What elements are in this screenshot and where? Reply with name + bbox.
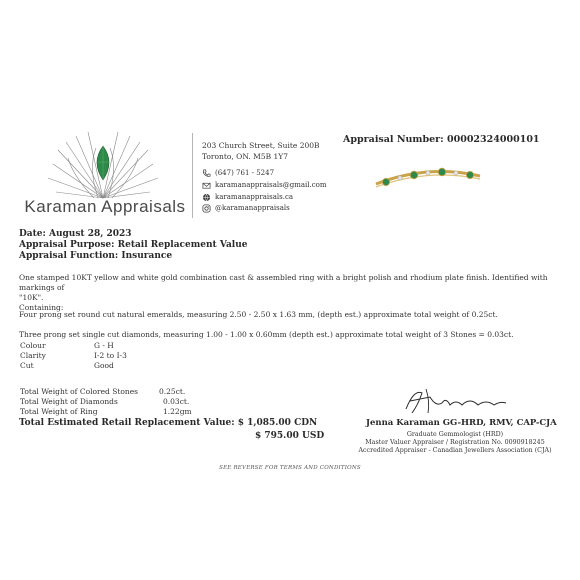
phone-icon — [202, 169, 211, 178]
appraiser-signature — [400, 383, 508, 417]
emerald-description: Four prong set round cut natural emeralds, measuring 2.50 - 2.50 x 1.63 mm, (depth est.) approximate total weight of 0.25ct. — [19, 310, 498, 319]
colored-stones-weight-label: Total Weight of Colored Stones — [20, 387, 139, 396]
address-line-2: Toronto, ON. M5B 1Y7 — [202, 152, 289, 161]
clarity-value: I-2 to I-3 — [94, 351, 127, 360]
diamonds-weight-value: 0.03ct. — [163, 397, 190, 406]
contact-phone-row — [202, 168, 274, 178]
phone-text: (647) 761 - 5247 — [215, 169, 275, 177]
appraisal-function: Appraisal Function: Insurance — [19, 251, 173, 261]
ring-weight-label: Total Weight of Ring — [20, 407, 98, 416]
description-paragraph — [19, 273, 567, 313]
brand-name: Karaman Appraisals — [24, 197, 186, 216]
description-line-1: One stamped 10KT yellow and white gold combination cast & assembled ring with a bright polish and rhodium plate finish. Identified with markings of — [19, 273, 548, 292]
description-line-2: "10K". — [19, 293, 44, 302]
header-divider — [192, 133, 193, 218]
containing-label: Containing: — [19, 303, 64, 312]
appraisal-date: Date: August 28, 2023 — [19, 229, 132, 239]
email-icon — [202, 181, 211, 190]
total-value-usd: $ 795.00 USD — [255, 431, 325, 441]
contact-instagram-row — [202, 203, 290, 213]
instagram-handle[interactable]: @karamanappraisals — [215, 204, 290, 212]
email-text[interactable]: karamanappraisals@gmail.com — [215, 181, 327, 189]
diamonds-weight-label: Total Weight of Diamonds — [20, 397, 118, 406]
instagram-icon — [202, 204, 211, 213]
colored-stones-weight-value: 0.25ct. — [159, 387, 186, 396]
cut-label: Cut — [20, 361, 34, 370]
appraisal-number: Appraisal Number: 00002324000101 — [343, 134, 540, 145]
cut-value: Good — [94, 361, 114, 370]
website-link[interactable]: karamanappraisals.ca — [215, 193, 294, 201]
globe-icon — [202, 193, 211, 202]
diamond-description: Three prong set single cut diamonds, measuring 1.00 - 1.00 x 0.60mm (depth est.) approximate total weight of 3 Stones = 0.03ct. — [19, 330, 514, 339]
appraiser-credential-3: Accredited Appraiser - Canadian Jewellers Association (CJA) — [358, 447, 552, 454]
appraiser-credential-2: Master Valuer Appraiser / Registration No. 0090918245 — [365, 439, 545, 446]
address-block — [202, 140, 320, 162]
total-value-cdn: Total Estimated Retail Replacement Value: $ 1,085.00 CDN — [19, 418, 318, 428]
ring-photo — [372, 160, 484, 196]
ring-weight-value: 1.22gm — [163, 407, 192, 416]
contact-email-row — [202, 180, 327, 190]
terms-note[interactable]: SEE REVERSE FOR TERMS AND CONDITIONS — [219, 465, 361, 471]
colour-label: Colour — [20, 341, 46, 350]
clarity-label: Clarity — [20, 351, 46, 360]
colour-value: G - H — [94, 341, 114, 350]
appraiser-credential-1: Graduate Gemmologist (HRD) — [406, 431, 504, 438]
address-line-1: 203 Church Street, Suite 200B — [202, 141, 320, 150]
appraisal-purpose: Appraisal Purpose: Retail Replacement Value — [19, 240, 248, 250]
appraiser-name: Jenna Karaman GG-HRD, RMV, CAP-CJA — [366, 418, 557, 428]
contact-website-row — [202, 192, 293, 202]
